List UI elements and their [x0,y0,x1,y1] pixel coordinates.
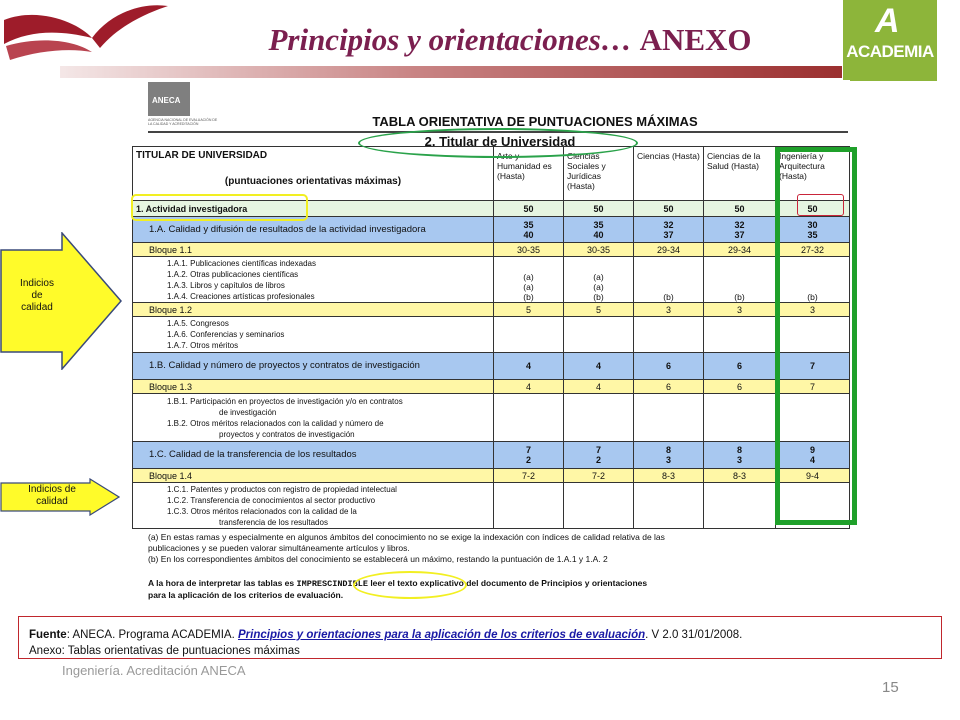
value-cell: 29-34 [704,243,776,257]
interpretation-note: A la hora de interpretar las tablas es IMPRESCINDIBLE leer el texto explicativo del documento de Principios y orientaciones para la aplicación de los criterios de evaluación. [148,578,648,600]
subtitle-highlight-ellipse [358,128,638,158]
column-header: Ciencias Sociales y Jurídicas (Hasta) [564,147,634,201]
value-cell: 35 40 [564,217,634,243]
source-link[interactable]: Principios y orientaciones para la aplicación de los criterios de evaluación [238,629,646,641]
items-cell: 1.C.1. Patentes y productos con registro de propiedad intelectual 1.C.2. Transferencia de conocimientos al sector productivo 1.C.3. Otros méritos relacionados con la calidad de la transferencia de los resultados [133,483,494,529]
items-cell: 1.A.5. Congresos 1.A.6. Conferencias y seminarios 1.A.7. Otros méritos [133,317,494,353]
value-cell: 50 [634,201,704,217]
imprescindible-highlight-ellipse [353,571,467,599]
value-cell: 8-3 [704,469,776,483]
column-header: Arte y Humanidad es (Hasta) [494,147,564,201]
value-cell: 50 [564,201,634,217]
aneca-logo: ANECA [148,82,190,116]
value-cell: 32 37 [704,217,776,243]
academia-a-icon: A [875,2,900,40]
value-cell: 8 3 [704,442,776,469]
value-cell: 7 [776,353,850,380]
value-cell: 5 [564,303,634,317]
value-cell: 32 37 [634,217,704,243]
source-citation: Fuente: ANECA. Programa ACADEMIA. Principios y orientaciones para la aplicación de los criterios de evaluación. V 2.0 31/01/2008. Anexo: Tablas orientativas de puntuaciones máximas [18,616,942,659]
book-logo [0,0,170,72]
row-label: 1.C. Calidad de la transferencia de los resultados [133,442,494,469]
value-cell: 6 [634,353,704,380]
value-cell: 3 [634,303,704,317]
value-cell: 27-32 [776,243,850,257]
row-label: Bloque 1.2 [133,303,494,317]
value-cell: 6 [704,380,776,394]
table-row [133,483,850,529]
value-cell: 4 [564,380,634,394]
table-notes: (a) En estas ramas y especialmente en algunos ámbitos del conocimiento no se exige la indexación con índices de calidad relativa de las publicaciones y se pueden valorar simultáneamente artículos y libros. (b) En los correspondientes ámbitos del conocimiento se establecerá un máximo, restando la puntuación de 1.A.1 y 1.A. 2 [148,532,665,564]
value-cell: 7-2 [494,469,564,483]
indicios-arrow-small: Indicios de calidad [0,478,120,516]
value-cell: 8-3 [634,469,704,483]
row-label: Bloque 1.4 [133,469,494,483]
value-cell: 4 [564,353,634,380]
page-title: Principios y orientaciones… ANEXO [268,22,752,57]
marks-cell: (b) [634,257,704,303]
actividad-highlight-box [131,194,308,221]
table-title: TABLA ORIENTATIVA DE PUNTUACIONES MÁXIMAS [372,114,698,129]
value-cell: 30-35 [564,243,634,257]
page-number: 15 [882,679,899,696]
header-bar [60,66,842,78]
table-row [133,257,850,303]
row-label: 1.A. Calidad y difusión de resultados de la actividad investigadora [133,217,494,243]
value-cell: 7 2 [564,442,634,469]
row-label: 1. Actividad investigadora [133,201,494,217]
row-label: Bloque 1.3 [133,380,494,394]
footer-text: Ingeniería. Acreditación ANECA [62,663,246,678]
table-row [133,317,850,353]
table-subtitle: 2. Titular de Universidad [424,134,576,149]
value-cell: 9-4 [776,469,850,483]
academia-logo: A ACADEMIA [843,0,937,81]
table-row [133,380,850,394]
items-cell: 1.A.1. Publicaciones científicas indexadas 1.A.2. Otras publicaciones científicas 1.A.3. Libros y capítulos de libros 1.A.4. Creaciones artísticas profesionales [133,257,494,303]
indicios-arrow-large: Indicios de calidad [0,232,122,370]
column-header: Ingeniería y Arquitectura (Hasta) [776,147,850,201]
value-cell: 6 [704,353,776,380]
aneca-subtitle: AGENCIA NACIONAL DE EVALUACIÓN DE LA CALIDAD Y ACREDITACIÓN [148,118,218,126]
items-cell: 1.B.1. Participación en proyectos de investigación y/o en contratos de investigación 1.B.2. Otros méritos relacionados con la calidad y número de proyectos y contratos de investigación [133,394,494,442]
row-label: Bloque 1.1 [133,243,494,257]
value-cell: 50 [494,201,564,217]
value-cell: 4 [494,380,564,394]
value-cell: 35 40 [494,217,564,243]
value-cell: 29-34 [634,243,704,257]
marks-cell: (b) [704,257,776,303]
table-row [133,243,850,257]
marks-cell: (a) (a) (b) [564,257,634,303]
value-cell: 5 [494,303,564,317]
table-row [133,469,850,483]
value-cell: 7 2 [494,442,564,469]
value-cell: 3 [704,303,776,317]
value-cell: 9 4 [776,442,850,469]
table-row [133,394,850,442]
value-cell: 30 35 [776,217,850,243]
column-header: Ciencias (Hasta) [634,147,704,201]
value-cell: 3 [776,303,850,317]
value-cell: 6 [634,380,704,394]
header-label-cell: TITULAR DE UNIVERSIDAD (puntuaciones orientativas máximas) [133,147,494,201]
table-row [133,303,850,317]
value-cell: 30-35 [494,243,564,257]
marks-cell: (a) (a) (b) [494,257,564,303]
value-cell: 50 [776,201,850,217]
marks-cell: (b) [776,257,850,303]
table-row [133,353,850,380]
value-cell: 50 [704,201,776,217]
value-cell: 7 [776,380,850,394]
value-cell: 7-2 [564,469,634,483]
value-cell: 4 [494,353,564,380]
row-label: 1.B. Calidad y número de proyectos y contratos de investigación [133,353,494,380]
value-cell: 8 3 [634,442,704,469]
table-row [133,442,850,469]
column-header: Ciencias de la Salud (Hasta) [704,147,776,201]
score-highlight-box [797,194,844,216]
